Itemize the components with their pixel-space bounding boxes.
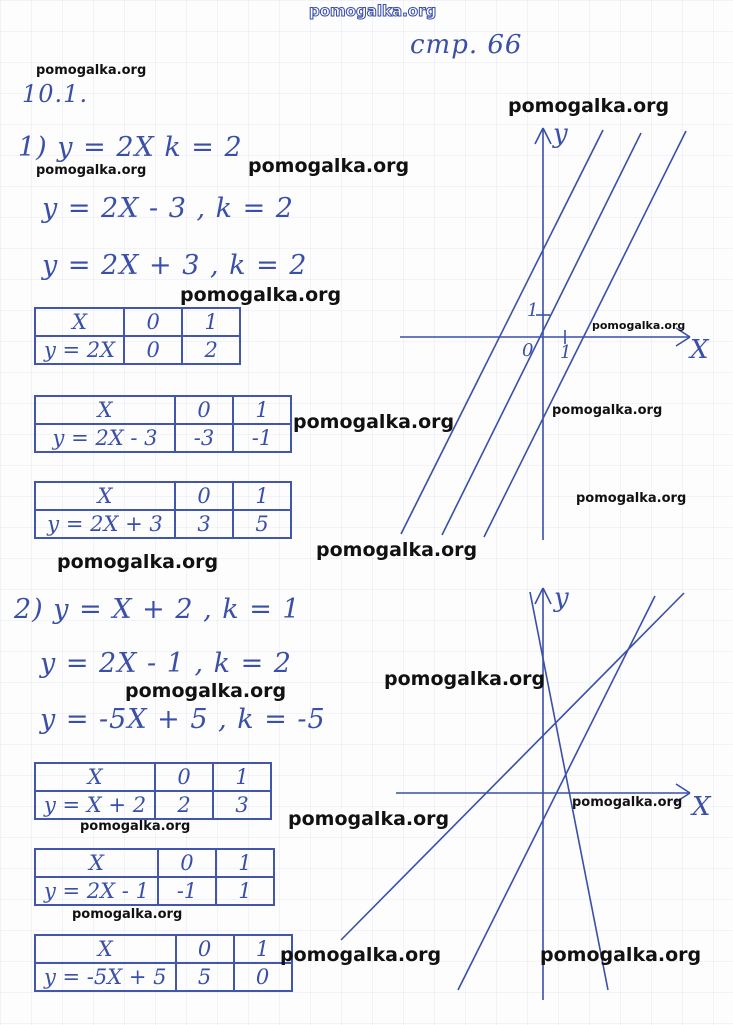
table-cell: y = 2X - 1 (35, 877, 158, 905)
watermark: pomogalka.org (72, 907, 183, 922)
part1-y-unit: 1 (527, 300, 539, 321)
part2-y-label: y (554, 583, 569, 613)
table-cell: X (35, 763, 155, 791)
table-cell: -1 (233, 424, 291, 452)
table-cell: 0 (176, 935, 234, 963)
table-cell: 2 (182, 336, 240, 364)
watermark: pomogalka.org (36, 163, 147, 178)
watermark: pomogalka.org (508, 95, 670, 117)
table-cell: X (35, 935, 176, 963)
table-cell: y = 2X + 3 (35, 510, 175, 538)
table-cell: 0 (158, 849, 216, 877)
table-cell: 1 (182, 308, 240, 336)
table-cell: y = X + 2 (35, 791, 155, 819)
table-cell: 0 (155, 763, 213, 791)
table-cell: X (35, 849, 158, 877)
part1-x-label: X (690, 335, 709, 365)
line-y-minus-5x-plus-5 (530, 592, 608, 990)
table-cell: 0 (175, 482, 233, 510)
watermark: pomogalka.org (125, 680, 287, 702)
line-y-x-plus-2 (341, 593, 684, 940)
table-cell: 5 (233, 510, 291, 538)
watermark: pomogalka.org (552, 403, 663, 418)
watermark: pomogalka.org (384, 668, 546, 690)
y-axis-arrow-left (535, 588, 543, 604)
table-cell: 3 (213, 791, 271, 819)
part2-line-2: y = 2X - 1 , k = 2 (40, 648, 292, 679)
table-cell: 0 (175, 396, 233, 424)
table-cell: X (35, 482, 175, 510)
table-cell: 0 (124, 308, 182, 336)
table-cell: 1 (216, 877, 274, 905)
watermark: pomogalka.org (248, 155, 410, 177)
watermark: pomogalka.org (592, 319, 686, 332)
table-cell: 1 (233, 396, 291, 424)
table-cell: 2 (155, 791, 213, 819)
table-cell: y = 2X - 3 (35, 424, 175, 452)
watermark: pomogalka.org (288, 808, 450, 830)
table-cell: 1 (233, 482, 291, 510)
table-cell: y = -5X + 5 (35, 963, 176, 991)
watermark: pomogalka.org (576, 491, 687, 506)
watermark: pomogalka.org (293, 411, 455, 433)
part1-line-1: 1) y = 2X k = 2 (18, 132, 243, 163)
part1-origin-label: 0 (522, 340, 534, 361)
part2-line-3: y = -5X + 5 , k = -5 (40, 704, 326, 735)
table-cell: 3 (175, 510, 233, 538)
watermark: pomogalka.org (280, 944, 442, 966)
watermark: pomogalka.org (180, 284, 342, 306)
table-cell: 0 (124, 336, 182, 364)
part1-y-label: y (553, 119, 568, 149)
part2-x-label: X (692, 792, 711, 822)
part2-line-1: 2) y = X + 2 , k = 1 (14, 594, 301, 625)
y-axis-arrow-right (543, 588, 551, 604)
table-cell: 1 (216, 849, 274, 877)
x-axis-arrow-top (676, 784, 690, 793)
table-cell: -1 (158, 877, 216, 905)
table-cell: X (35, 308, 124, 336)
watermark: pomogalka.org (36, 63, 147, 78)
table-cell: 1 (213, 763, 271, 791)
table-cell: 0 (234, 963, 292, 991)
exercise-number: 10.1. (22, 80, 89, 108)
watermark: pomogalka.org (80, 819, 191, 834)
part1-line-3: y = 2X + 3 , k = 2 (42, 250, 308, 281)
watermark: pomogalka.org (572, 795, 683, 810)
table-cell: 1 (234, 935, 292, 963)
table-cell: X (35, 396, 175, 424)
watermark: pomogalka.org (316, 539, 478, 561)
part1-line-2: y = 2X - 3 , k = 2 (42, 193, 294, 224)
table-cell: y = 2X (35, 336, 124, 364)
table-cell: 5 (176, 963, 234, 991)
part1-x-unit: 1 (560, 342, 572, 363)
top-watermark[interactable]: pomogalka.org (309, 2, 437, 20)
watermark: pomogalka.org (540, 944, 702, 966)
watermark: pomogalka.org (57, 551, 219, 573)
table-cell: -3 (175, 424, 233, 452)
page-reference: стр. 66 (410, 30, 523, 60)
